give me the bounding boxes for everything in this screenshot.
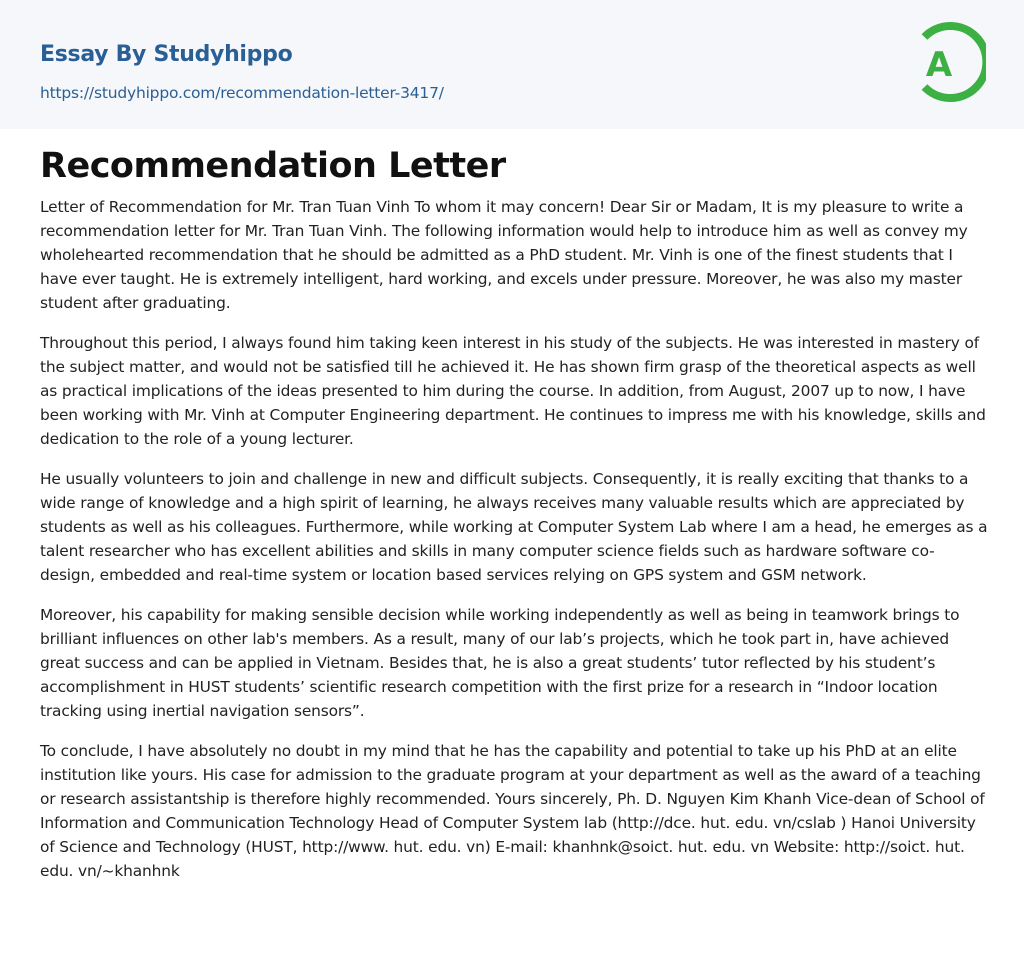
essay-paragraph: To conclude, I have absolutely no doubt in my mind that he has the capability and potential to take up his PhD at an elite institution like yours. His case for admission to the graduate program at your department as well as the award of a teaching or research assistantship is therefore highly recommended. Yours sincerely, Ph. D. Nguyen Kim Khanh Vice-dean of School of Information and Communication Technology Head of Computer System lab (http://dce. hut. edu. vn/cslab ) Hanoi University of Science and Technology (HUST, http://www. hut. edu. vn) E-mail: khanhnk@soict. hut. edu. vn Website: http://soict. hut. edu. vn/~khanhnk — [40, 742, 985, 880]
logo-letter: A — [925, 45, 953, 85]
page-header — [0, 0, 1024, 129]
essay-body — [40, 195, 988, 899]
essay-paragraph: Moreover, his capability for making sensible decision while working independently as well as being in teamwork brings to brilliant influences on other lab's members. As a result, many of our lab’s projects, which he took part in, have achieved great success and can be applied in Vietnam. Besides that, he is also a great students’ tutor reflected by his student’s accomplishment in HUST students’ scientific research competition with the first prize for a research in “Indoor location tracking using inertial navigation sensors”. — [40, 606, 960, 720]
site-brand[interactable]: Essay By Studyhippo — [40, 42, 293, 67]
essay-paragraph: He usually volunteers to join and challenge in new and difficult subjects. Consequently, it is really exciting that thanks to a wide range of knowledge and a high spirit of learning, he always receives many valuable results which are appreciated by students as well as his colleagues. Furthermore, while working at Computer System Lab where I am a head, he emerges as a talent researcher who has excellent abilities and skills in many computer science fields such as hardware software co-design, embedded and real-time system or location based services relying on GPS system and GSM network. — [40, 470, 988, 584]
essay-url-link[interactable]: https://studyhippo.com/recommendation-letter-3417/ — [40, 84, 444, 102]
essay-paragraph: Throughout this period, I always found him taking keen interest in his study of the subjects. He was interested in mastery of the subject matter, and would not be satisfied till he achieved it. He has shown firm grasp of the theoretical aspects as well as practical implications of the ideas presented to him during the course. In addition, from August, 2007 up to now, I have been working with Mr. Vinh at Computer Engineering department. He continues to impress me with his knowledge, skills and dedication to the role of a young lecturer. — [40, 334, 986, 448]
essay-title: Recommendation Letter — [40, 146, 506, 186]
essay-paragraph: Letter of Recommendation for Mr. Tran Tuan Vinh To whom it may concern! Dear Sir or Madam, It is my pleasure to write a recommendation letter for Mr. Tran Tuan Vinh. The following information would help to introduce him as well as convey my wholehearted recommendation that he should be admitted as a PhD student. Mr. Vinh is one of the finest students that I have ever taught. He is extremely intelligent, hard working, and excels under pressure. Moreover, he was also my master student after graduating. — [40, 198, 968, 312]
studyhippo-logo-icon[interactable] — [912, 19, 986, 105]
